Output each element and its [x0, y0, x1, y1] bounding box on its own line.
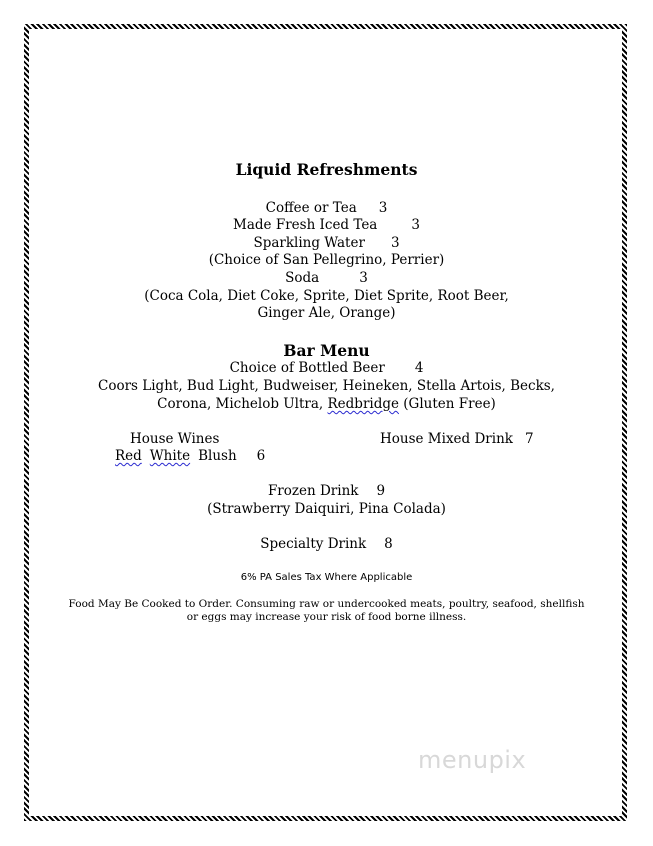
item-price: 8	[384, 536, 393, 552]
bar-menu-heading: Bar Menu	[283, 341, 370, 360]
item-price: 3	[390, 235, 400, 251]
redbridge-text: Redbridge	[327, 396, 399, 412]
item-price: 4	[414, 360, 424, 376]
wine-white: White	[149, 448, 191, 464]
item-price: 9	[376, 483, 386, 499]
item-name: Choice of Bottled Beer	[229, 360, 385, 376]
menu-item-frozen-drink	[0, 483, 653, 500]
item-name: Coffee or Tea	[265, 200, 357, 216]
item-name: Made Fresh Iced Tea	[233, 217, 378, 233]
item-name: House Mixed Drink	[380, 431, 513, 447]
page-border	[24, 24, 627, 821]
menu-item-coffee-tea	[0, 200, 653, 217]
frozen-note: (Strawberry Daiquiri, Pina Colada)	[207, 501, 446, 517]
liquid-refreshments-heading: Liquid Refreshments	[235, 160, 418, 179]
item-name: Specialty Drink	[260, 536, 367, 552]
item-name: Frozen Drink	[267, 483, 359, 499]
soda-note-1: (Coca Cola, Diet Coke, Sprite, Diet Sprite, Root Beer,	[144, 288, 509, 304]
item-price: 3	[359, 270, 368, 286]
item-price: 7	[524, 431, 534, 447]
menu-item-specialty-drink	[0, 536, 653, 553]
item-price: 3	[378, 200, 388, 216]
wine-blush: Blush	[198, 448, 237, 464]
menu-item-iced-tea	[0, 217, 653, 234]
menu-item-soda	[0, 270, 653, 287]
item-price: 3	[411, 217, 420, 233]
beer-list-1: Coors Light, Bud Light, Budweiser, Heineken, Stella Artois, Becks,	[98, 378, 555, 394]
food-warning-2: or eggs may increase your risk of food borne illness.	[186, 611, 467, 623]
menu-item-bottled-beer	[0, 360, 653, 377]
sparkling-note: (Choice of San Pellegrino, Perrier)	[208, 252, 445, 268]
wine-red: Red	[115, 448, 142, 464]
food-warning-1: Food May Be Cooked to Order. Consuming raw or undercooked meats, poultry, seafood, shellfish	[68, 598, 585, 610]
item-name: Soda	[285, 270, 320, 286]
item-price: 6	[256, 448, 266, 464]
wine-options	[115, 448, 265, 465]
item-name: Sparkling Water	[253, 235, 365, 251]
menu-item-house-mixed-drink	[380, 431, 534, 448]
house-wines-label: House Wines	[130, 431, 220, 447]
tax-note: 6% PA Sales Tax Where Applicable	[240, 572, 413, 583]
beer-list-2: Corona, Michelob Ultra, Redbridge (Gluten Free)	[157, 396, 496, 412]
menu-item-sparkling-water	[0, 235, 653, 252]
menupix-watermark: menupix	[418, 746, 527, 774]
soda-note-2: Ginger Ale, Orange)	[257, 305, 396, 321]
